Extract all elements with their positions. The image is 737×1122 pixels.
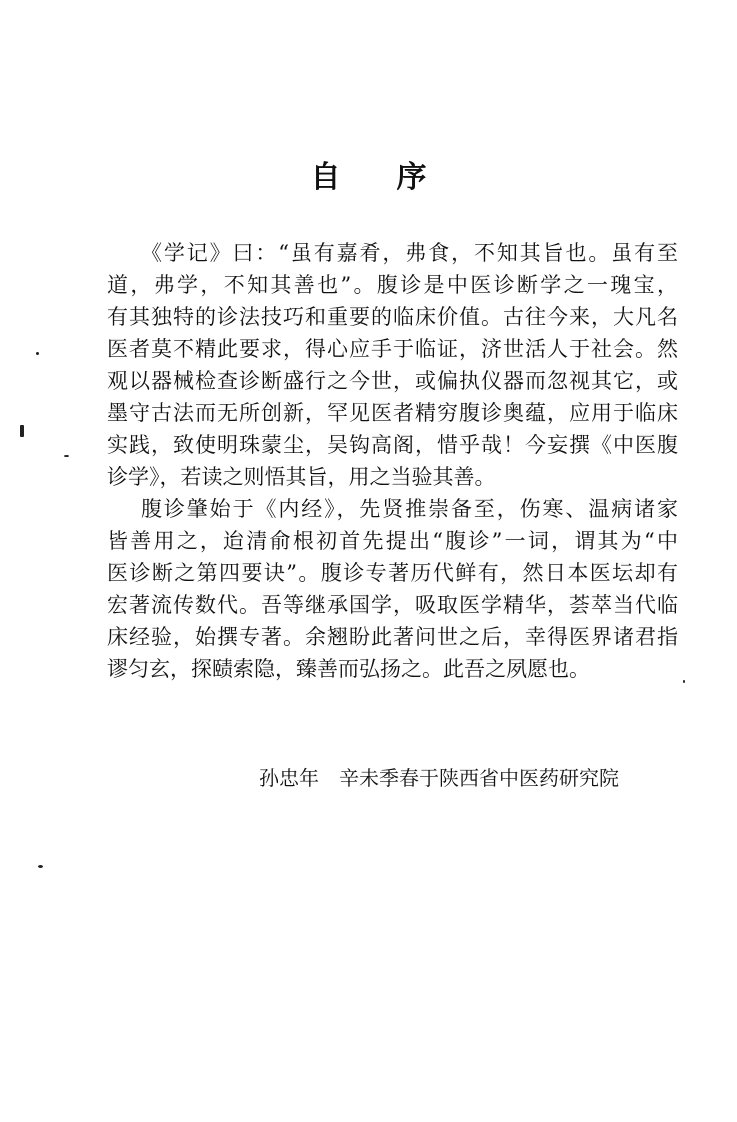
scan-speck bbox=[64, 455, 69, 457]
text-line: 道，弗学，不知其善也”。腹诊是中医诊断学之一瑰宝， bbox=[107, 273, 678, 297]
text-line: 医者莫不精此要求，得心应手于临证，济世活人于社会。然 bbox=[107, 337, 678, 361]
text-line: 实践，致使明珠蒙尘，吴钩高阁，惜乎哉！今妄撰《中医腹 bbox=[107, 433, 678, 457]
page-title: 自序 bbox=[310, 160, 483, 195]
scan-speck bbox=[38, 865, 43, 868]
signature: 孙忠年 辛未季春于陕西省中医药研究院 bbox=[259, 766, 619, 790]
text-line: 观以器械检查诊断盛行之今世，或偏执仪器而忽视其它，或 bbox=[107, 369, 678, 393]
text-line: 诊学》，若读之则悟其旨，用之当验其善。 bbox=[107, 465, 496, 489]
scan-speck bbox=[36, 352, 39, 355]
scan-speck bbox=[20, 425, 24, 437]
scan-speck bbox=[683, 680, 685, 683]
text-line: 腹诊肇始于《内经》，先贤推崇备至，伤寒、温病诸家 bbox=[141, 497, 678, 521]
text-line: 医诊断之第四要诀”。腹诊专著历代鲜有，然日本医坛却有 bbox=[107, 561, 678, 585]
text-line: 皆善用之，迨清俞根初首先提出“腹诊”一词，谓其为“中 bbox=[107, 529, 678, 553]
text-line: 有其独特的诊法技巧和重要的临床价值。古往今来，大凡名 bbox=[107, 305, 678, 329]
text-line: 床经验，始撰专著。余翘盼此著问世之后，幸得医界诸君指 bbox=[107, 625, 678, 649]
text-line: 宏著流传数代。吾等继承国学，吸取医学精华，荟萃当代临 bbox=[107, 593, 678, 617]
text-line: 墨守古法而无所创新，罕见医者精穷腹诊奥蕴，应用于临床 bbox=[107, 401, 678, 425]
text-line: 《学记》曰：“虽有嘉肴，弗食，不知其旨也。虽有至 bbox=[141, 241, 678, 265]
text-line: 谬匀玄，探赜索隐，臻善而弘扬之。此吾之夙愿也。 bbox=[107, 657, 590, 681]
